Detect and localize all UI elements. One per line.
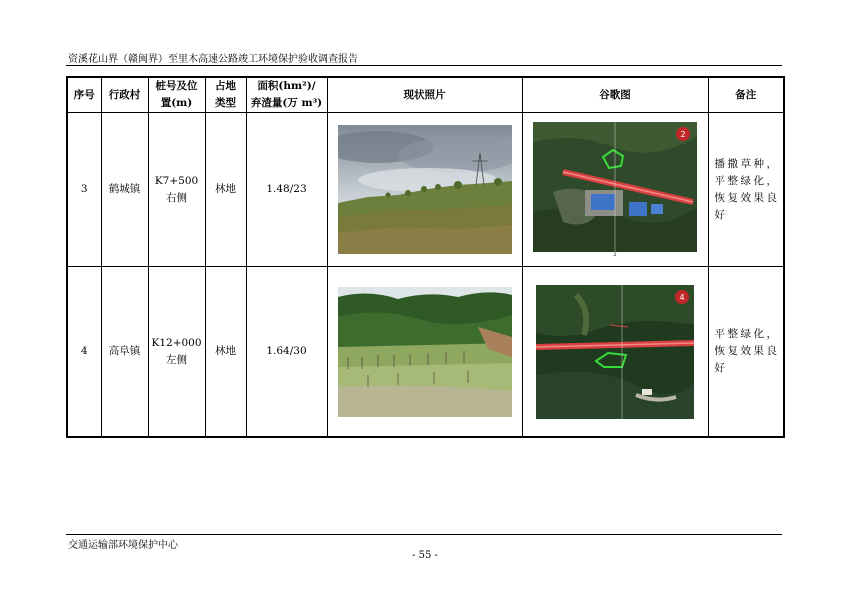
cell-position-line1: K7+500 xyxy=(154,174,199,187)
map-caption: 2 xyxy=(613,251,617,258)
cell-photo xyxy=(327,267,522,438)
cell-position-line2: 右侧 xyxy=(166,191,187,204)
table-row xyxy=(67,113,784,267)
cell-position xyxy=(148,267,205,438)
cell-area: 1.64/30 xyxy=(246,267,327,438)
header-village: 行政村 xyxy=(101,77,148,113)
table-row xyxy=(67,267,784,438)
cell-google-map xyxy=(522,267,708,438)
page-number: - 55 - xyxy=(412,550,438,561)
cell-village: 高阜镇 xyxy=(101,267,148,438)
svg-text:4: 4 xyxy=(679,292,685,302)
header-landtype-line2: 类型 xyxy=(215,97,236,109)
header-landtype xyxy=(205,77,246,113)
satellite-map-image xyxy=(533,122,697,252)
cell-photo xyxy=(327,113,522,267)
cell-landtype: 林地 xyxy=(205,267,246,438)
footer-rule xyxy=(66,534,782,535)
cell-seq: 4 xyxy=(67,267,101,438)
header-area xyxy=(246,77,327,113)
header-photo: 现状照片 xyxy=(327,77,522,113)
svg-text:2: 2 xyxy=(680,129,686,139)
header-rule xyxy=(66,65,782,66)
spoil-site-table xyxy=(66,76,785,438)
cell-remark: 平整绿化，恢复效果良好 xyxy=(708,267,784,438)
cell-position-line1: K12+000 xyxy=(151,336,202,349)
satellite-map-image xyxy=(536,285,694,419)
header-remark: 备注 xyxy=(708,77,784,113)
site-photo-image xyxy=(338,125,512,254)
table-header-row xyxy=(67,77,784,113)
cell-position xyxy=(148,113,205,267)
cell-position-line2: 左侧 xyxy=(166,353,187,366)
header-area-line2: 弃渣量(万 m³) xyxy=(250,97,323,109)
header-landtype-line1: 占地 xyxy=(215,80,236,92)
header-area-line1: 面积(hm²)/ xyxy=(257,80,316,92)
cell-seq: 3 xyxy=(67,113,101,267)
header-position-line1: 桩号及位 xyxy=(155,80,198,92)
cell-landtype: 林地 xyxy=(205,113,246,267)
site-photo-image xyxy=(338,287,512,417)
cell-google-map xyxy=(522,113,708,267)
header-position xyxy=(148,77,205,113)
header-position-line2: 置(m) xyxy=(160,97,193,109)
footer-org: 交通运输部环境保护中心 xyxy=(68,540,178,551)
page-header: 资溪花山界（赣闽界）至里木高速公路竣工环境保护验收调查报告 xyxy=(68,54,358,65)
cell-area: 1.48/23 xyxy=(246,113,327,267)
cell-remark: 播撒草种，平整绿化，恢复效果良好 xyxy=(708,113,784,267)
cell-village: 鹤城镇 xyxy=(101,113,148,267)
header-google-map: 谷歌图 xyxy=(522,77,708,113)
header-seq: 序号 xyxy=(67,77,101,113)
